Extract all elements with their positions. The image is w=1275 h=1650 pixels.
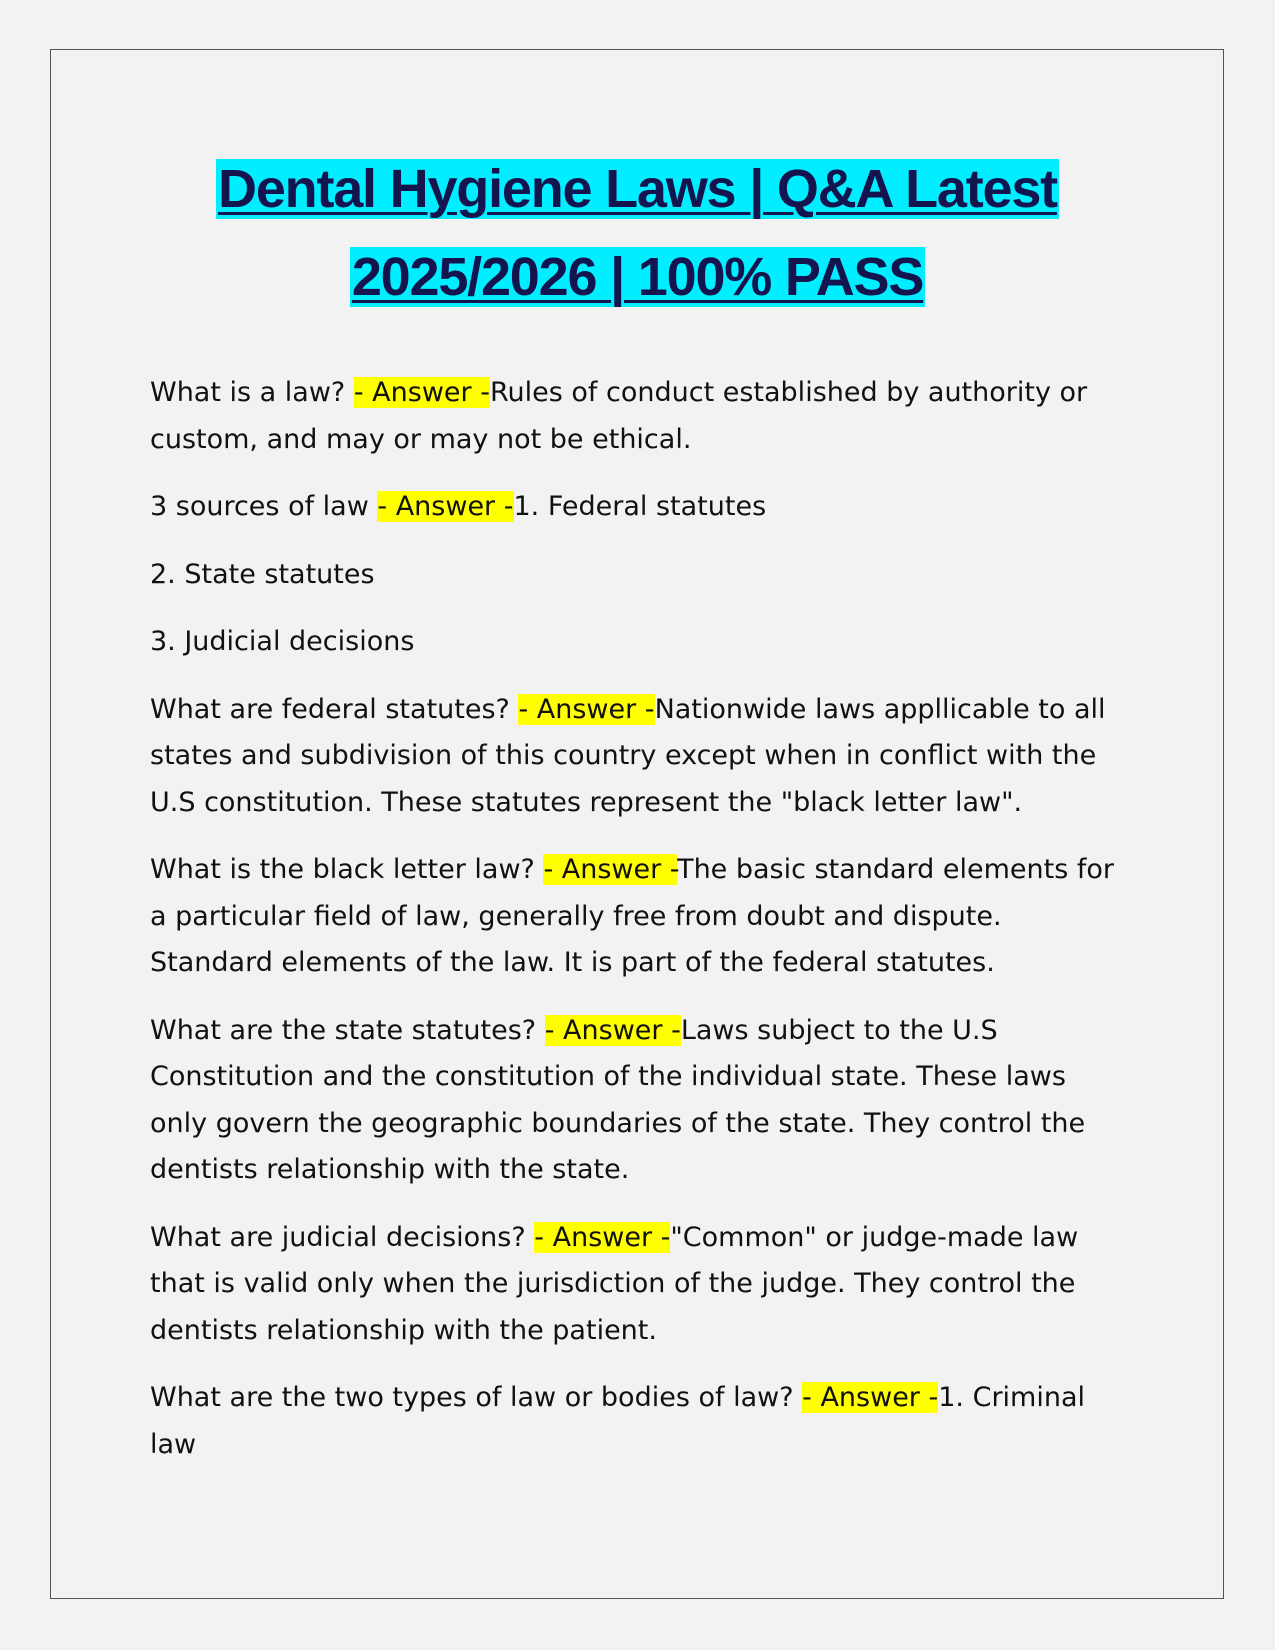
qa-content (150, 370, 1125, 1489)
answer-marker: - Answer - (544, 1014, 681, 1046)
answer-text: Nationwide laws appllicable to all states and subdivision of this country except when in conflict with the U.S constitution. These statutes represent the "black letter law". (150, 693, 1106, 818)
question-text: What is a law? (150, 377, 354, 408)
answer-text: 1. Criminal law (150, 1382, 1086, 1460)
answer-text: The basic standard elements for a particular field of law, generally free from doubt and dispute. Standard elements of the law. It is part of the federal statutes. (150, 854, 1115, 978)
question-text: What is the black letter law? (150, 854, 544, 885)
question-text: 3 sources of law (150, 491, 378, 522)
list-item: 3. Judicial decisions (150, 626, 415, 657)
answer-marker: - Answer - (377, 491, 514, 522)
qa-item (150, 370, 1125, 463)
list-item: 2. State statutes (150, 558, 375, 590)
question-text: What are the two types of law or bodies of law? (150, 1382, 803, 1413)
answer-marker: - Answer - (534, 1221, 671, 1253)
document-title (100, 145, 1175, 321)
answer-marker: - Answer - (802, 1382, 939, 1413)
answer-text: Rules of conduct established by authority or custom, and may or may not be ethical. (150, 377, 1088, 455)
qa-item (150, 1008, 1125, 1194)
qa-item (150, 847, 1125, 987)
answer-marker: - Answer - (353, 377, 490, 408)
answer-text: Laws subject to the U.S Constitution and the constitution of the individual state. These laws only govern the geographic boundaries of the state. They control the dentists relationship with the state. (150, 1014, 1086, 1185)
question-text: What are judicial decisions? (150, 1221, 535, 1253)
title-line-2: 2025/2026 | 100% PASS (351, 247, 924, 307)
title-line-1: Dental Hygiene Laws | Q&A Latest (218, 159, 1057, 219)
answer-text: 1. Federal statutes (513, 491, 767, 522)
qa-item (150, 1375, 1125, 1468)
question-text: What are the state statutes? (150, 1014, 545, 1046)
qa-item (150, 687, 1125, 827)
answer-marker: - Answer - (543, 854, 678, 885)
answer-text: "Common" or judge-made law that is valid only when the jurisdiction of the judge. They control the dentists relationship with the patient. (150, 1221, 1079, 1346)
qa-item (150, 484, 1125, 531)
qa-item (150, 1215, 1125, 1355)
question-text: What are federal statutes? (150, 693, 519, 725)
answer-marker: - Answer - (518, 693, 655, 725)
